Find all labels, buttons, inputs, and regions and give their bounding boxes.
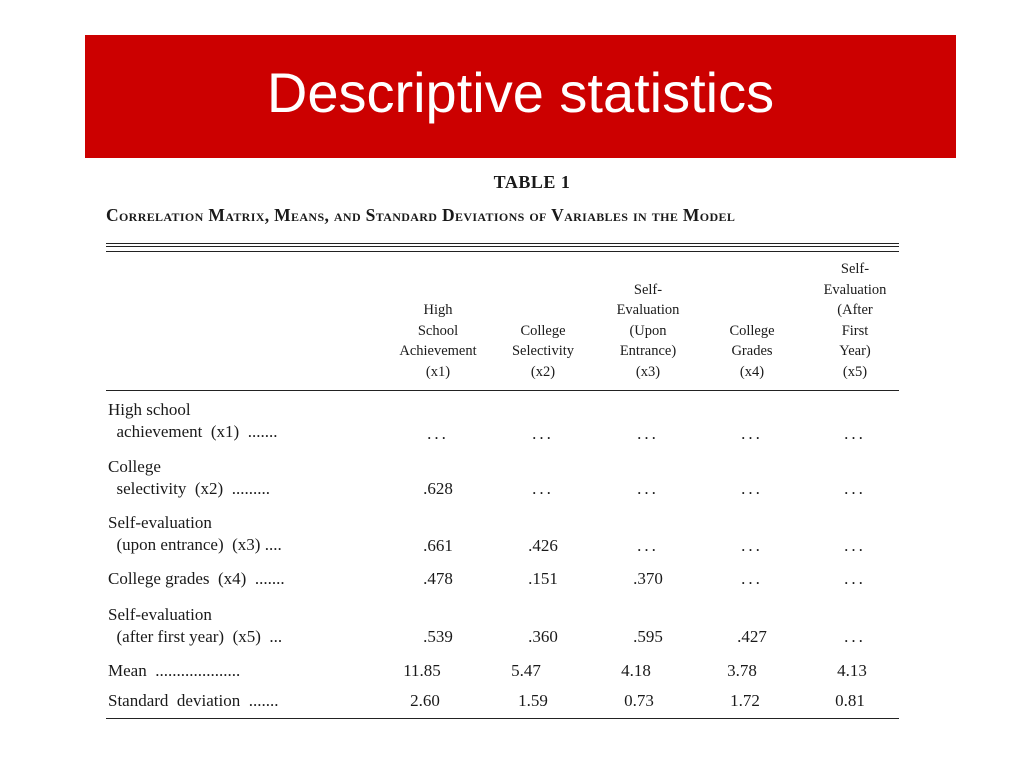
table-cell: ... bbox=[844, 479, 866, 498]
table-cell: ... bbox=[637, 424, 659, 443]
table-cell: .595 bbox=[633, 627, 663, 646]
row-label-self-evaluation-entrance: Self-evaluation (upon entrance) (x3) .... bbox=[108, 513, 282, 554]
table-cell: ... bbox=[741, 424, 763, 443]
header-rule bbox=[106, 390, 899, 391]
table-cell-sd: 0.81 bbox=[835, 691, 865, 710]
table-caption: Correlation Matrix, Means, and Standard Deviations of Variables in the Model bbox=[106, 205, 736, 225]
column-header-college-grades: College Grades (x4) bbox=[729, 322, 775, 380]
table-cell: ... bbox=[844, 627, 866, 646]
column-header-college-selectivity: College Selectivity (x2) bbox=[511, 322, 574, 380]
row-label-self-evaluation-after: Self-evaluation (after first year) (x5) ... bbox=[108, 605, 283, 646]
title-banner bbox=[85, 35, 956, 158]
row-label-high-school-achievement: High school achievement (x1) ....... bbox=[108, 400, 278, 441]
table-cell: ... bbox=[741, 479, 763, 498]
table-cell: ... bbox=[844, 424, 866, 443]
table-cell: .427 bbox=[737, 627, 767, 646]
row-label-college-selectivity: College selectivity (x2) ......... bbox=[108, 457, 270, 498]
top-rule-2 bbox=[106, 246, 899, 247]
table-cell-sd: 1.59 bbox=[518, 691, 548, 710]
column-header-self-evaluation-entrance: Self- Evaluation (Upon Entrance) (x3) bbox=[616, 281, 680, 380]
table-cell-mean: 4.18 bbox=[621, 661, 651, 680]
table-cell-sd: 2.60 bbox=[410, 691, 440, 710]
table-cell: ... bbox=[741, 569, 763, 588]
table-heading: TABLE 1 bbox=[493, 172, 571, 192]
table-cell-mean: 11.85 bbox=[403, 661, 441, 680]
slide-title: Descriptive statistics bbox=[266, 61, 775, 124]
table-cell: .539 bbox=[423, 627, 453, 646]
row-label-college-grades: College grades (x4) ....... bbox=[108, 569, 285, 588]
table-cell: .151 bbox=[528, 569, 558, 588]
row-label-mean: Mean .................... bbox=[108, 661, 241, 680]
table-cell: ... bbox=[532, 424, 554, 443]
table-cell: .628 bbox=[423, 479, 453, 498]
table-cell: ... bbox=[844, 569, 866, 588]
table-cell-sd: 1.72 bbox=[730, 691, 760, 710]
table-cell: ... bbox=[741, 536, 763, 555]
table-cell: .661 bbox=[423, 536, 453, 555]
table-cell-mean: 4.13 bbox=[837, 661, 867, 680]
table-cell: .360 bbox=[528, 627, 558, 646]
table-cell: .478 bbox=[423, 569, 453, 588]
table-cell: .370 bbox=[633, 569, 663, 588]
table-cell: ... bbox=[532, 479, 554, 498]
row-label-standard-deviation: Standard deviation ....... bbox=[108, 691, 279, 710]
top-rule-1 bbox=[106, 243, 899, 244]
column-header-high-school-achievement: High School Achievement (x1) bbox=[399, 302, 477, 380]
table-cell-sd: 0.73 bbox=[624, 691, 654, 710]
top-rule-3 bbox=[106, 251, 899, 252]
table-cell-mean: 3.78 bbox=[727, 661, 757, 680]
table-cell: .426 bbox=[528, 536, 558, 555]
table-cell: ... bbox=[637, 536, 659, 555]
table-cell: ... bbox=[637, 479, 659, 498]
table-cell-mean: 5.47 bbox=[511, 661, 541, 680]
table-cell: ... bbox=[844, 536, 866, 555]
column-header-self-evaluation-after: Self- Evaluation (After First Year) (x5) bbox=[823, 261, 887, 380]
bottom-rule bbox=[106, 718, 899, 719]
table-cell: ... bbox=[427, 424, 449, 443]
